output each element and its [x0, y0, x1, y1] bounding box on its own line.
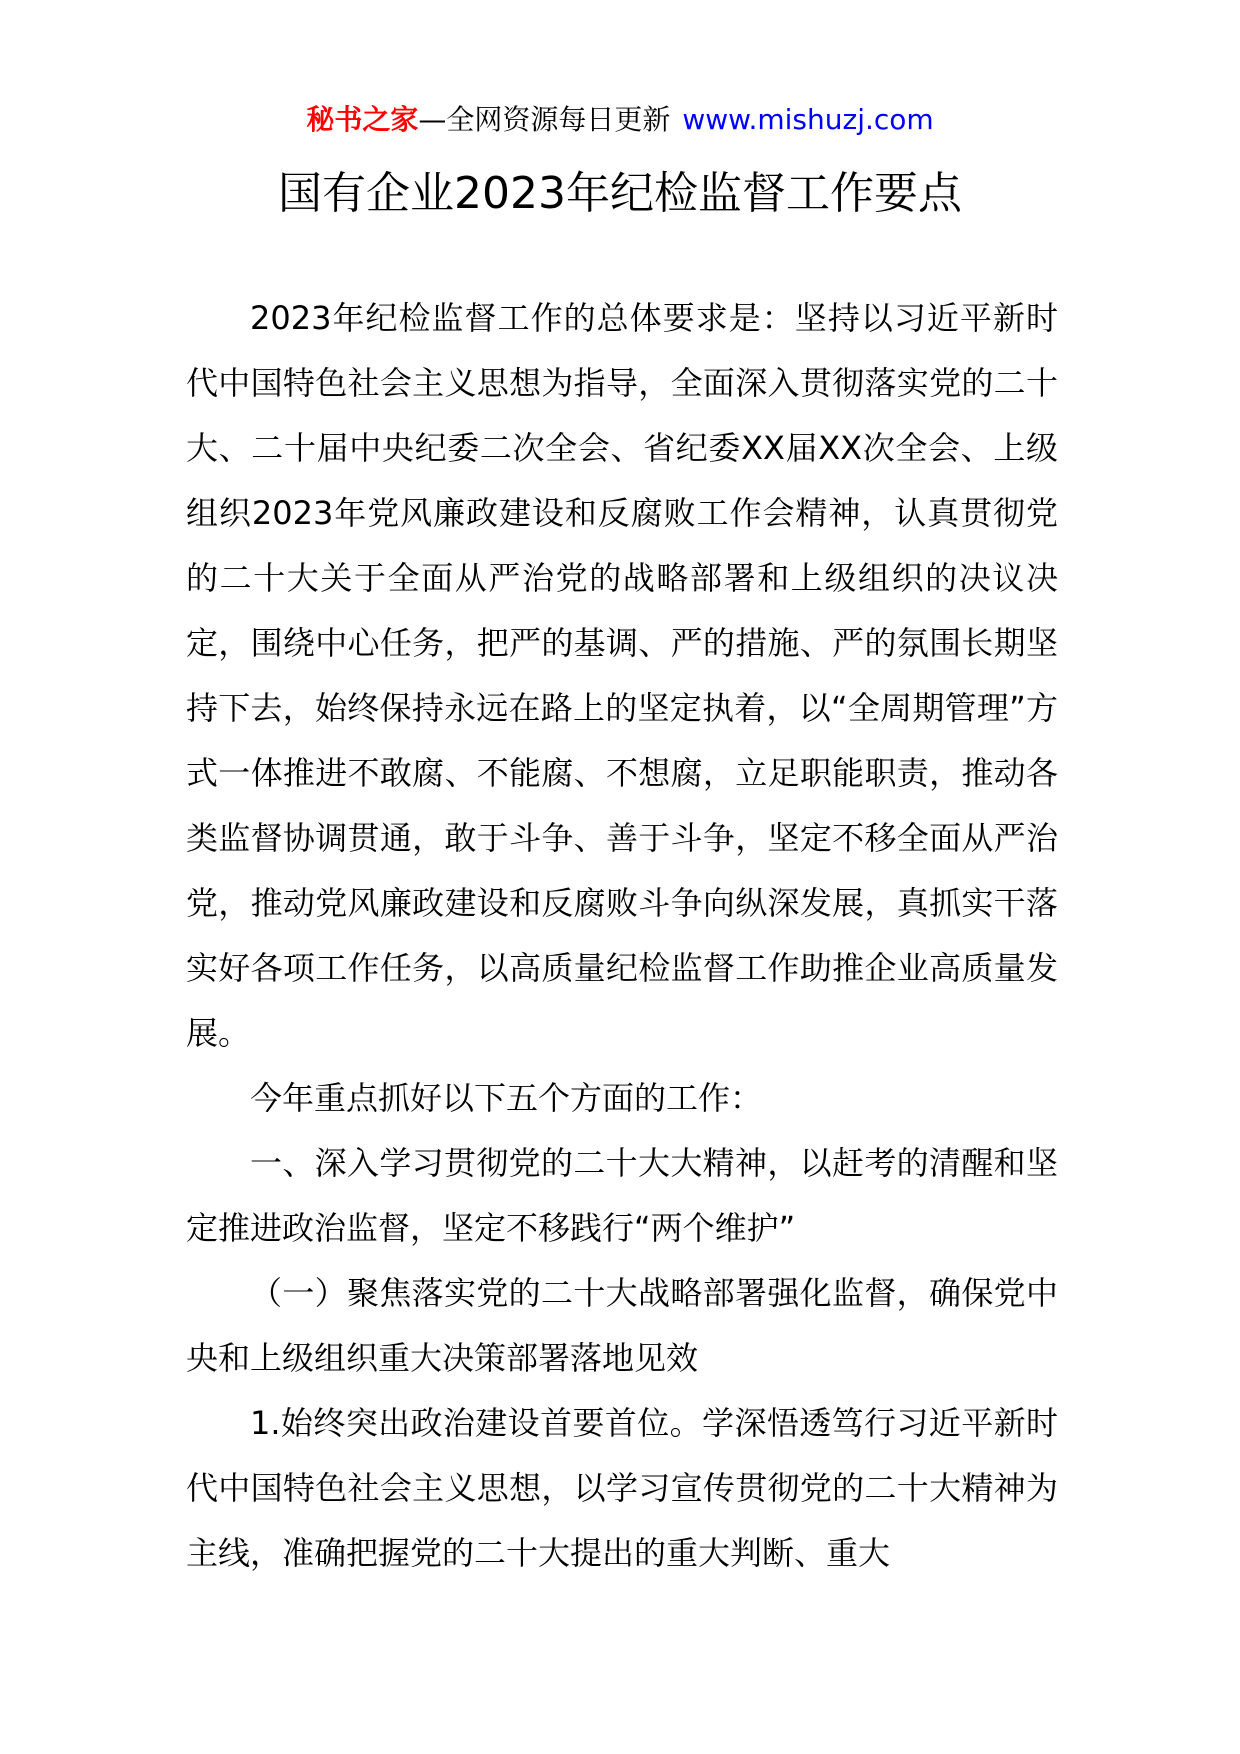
brand-name: 秘书之家	[306, 103, 419, 136]
document-title: 国有企业2023年纪检监督工作要点	[278, 168, 962, 219]
item-paragraph-1: 1.始终突出政治建设首要首位。学深悟透笃行习近平新时代中国特色社会主义思想，以学习宣传贯彻党的二十大精神为主线，准确把握党的二十大提出的重大判断、重大	[186, 1404, 1058, 1572]
header-tagline: —全网资源每日更新	[418, 103, 671, 136]
paragraph-key-work-intro: 今年重点抓好以下五个方面的工作：	[250, 1079, 763, 1117]
document-body	[186, 286, 1058, 1586]
paragraph-overall-requirements: 2023年纪检监督工作的总体要求是：坚持以习近平新时代中国特色社会主义思想为指导，全面深入贯彻落实党的二十大、二十届中央纪委二次全会、省纪委XX届XX次全会、上级组织2023年党风廉政建设和反腐败工作会精神，认真贯彻党的二十大关于全面从严治党的战略部署和上级组织的决议决定，围绕中心任务，把严的基调、严的措施、严的氛围长期坚持下去，始终保持永远在路上的坚定执着，以“全周期管理”方式一体推进不敢腐、不能腐、不想腐，立足职能职责，推动各类监督协调贯通，敢于斗争、善于斗争，坚定不移全面从严治党，推动党风廉政建设和反腐败斗争向纵深发展，真抓实干落实好各项工作任务，以高质量纪检监督工作助推企业高质量发展。	[186, 299, 1058, 1052]
site-url-link[interactable]: www.mishuzj.com	[682, 103, 934, 136]
section-heading-1: 一、深入学习贯彻党的二十大大精神，以赶考的清醒和坚定推进政治监督，坚定不移践行“两个维护”	[186, 1144, 1058, 1247]
subsection-heading-1: （一）聚焦落实党的二十大战略部署强化监督，确保党中央和上级组织重大决策部署落地见效	[186, 1274, 1058, 1377]
site-header	[0, 100, 1240, 140]
